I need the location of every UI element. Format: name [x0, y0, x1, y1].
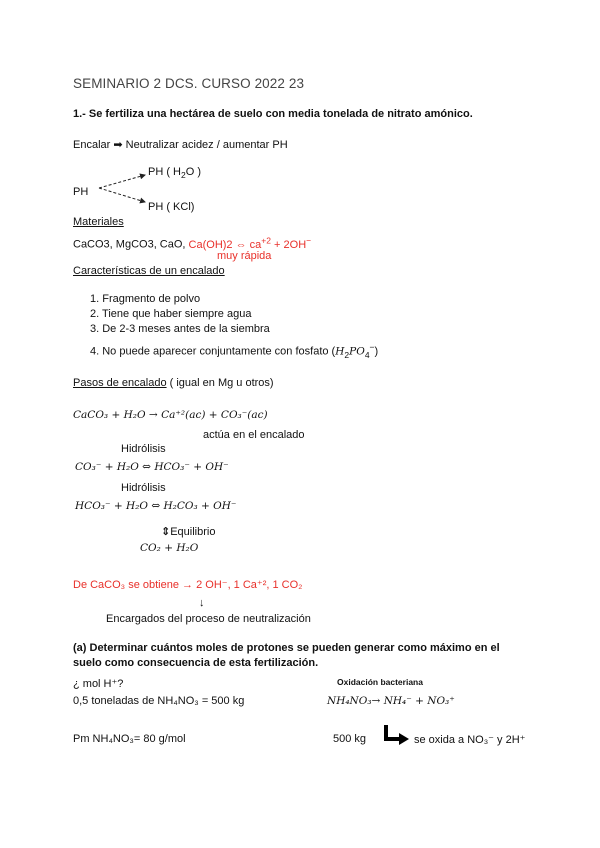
list-item: 4. No puede aparecer conjuntamente con fosfato $(H_2PO_4^-)$ — [90, 342, 379, 360]
materiales-heading: Materiales — [73, 216, 124, 228]
materiales-list: CaCO3, MgCO3, CaO, Ca(OH)2 ⇔ $ca^{+2} + 2OH^-$ — [73, 235, 312, 251]
oxidation-reaction: NH₄NO₃→ NH₄⁻ + NO₃⁺ — [327, 695, 455, 707]
ph-root: PH — [73, 186, 89, 198]
page-title: SEMINARIO 2 DCS. CURSO 2022 23 — [73, 76, 305, 91]
encargados-text: Encargados del proceso de neutralización — [106, 613, 311, 625]
encalar-line — [73, 138, 288, 151]
question-1: 1.- Se fertiliza una hectárea de suelo con media tonelada de nitrato amónico. — [73, 108, 473, 120]
right-arrow-icon: ➡ — [113, 139, 123, 151]
equilibrio-line: ⇕Equilibrio — [161, 526, 216, 538]
up-down-arrow-icon: ⇕ — [161, 526, 171, 538]
caracteristicas-heading: Características de un encalado — [73, 265, 225, 277]
equation-2: CO₃⁻ + H₂O ⇔ HCO₃⁻ + OH⁻ — [75, 461, 229, 473]
encalar-label: Encalar — [73, 139, 111, 151]
down-arrow-icon: ↓ — [199, 597, 205, 609]
oxidacion-label: Oxidación bacteriana — [337, 677, 423, 687]
list-item: 1. Fragmento de polvo — [90, 293, 201, 305]
hidrolisis-label-2: Hidrólisis — [121, 482, 166, 494]
calcium-hydroxide-equation: Ca(OH)2 ⇔ $ca^{+2} + 2OH^-$ — [188, 235, 312, 251]
equation-1-note: actúa en el encalado — [203, 429, 305, 441]
equation-4: CO₂ + H₂O — [140, 542, 199, 554]
question-a-line-1: (a) Determinar cuántos moles de protones se pueden generar como máximo en el — [73, 642, 500, 654]
ph-water: PH ( $H_2O$ ) — [148, 166, 202, 181]
hidrolisis-label-1: Hidrólisis — [121, 443, 166, 455]
encalar-text: Neutralizar acidez / aumentar PH — [125, 139, 288, 151]
muy-rapida-note: muy rápida — [217, 250, 272, 262]
ph-kcl: PH ( KCl) — [148, 201, 195, 213]
mol-h-question: ¿ mol H⁺? — [73, 678, 124, 690]
equation-3: HCO₃⁻ + H₂O ⇔ H₂CO₃ + OH⁻ — [75, 500, 237, 512]
equation-1: CaCO₃ + H₂O → Ca⁺²(ac) + CO₃⁻(ac) — [73, 409, 268, 421]
conclusion-line: De CaCO₃ se obtiene → 2 OH⁻, 1 Ca⁺², 1 CO₂ — [73, 579, 303, 591]
toneladas-line: 0,5 toneladas de NH₄NO₃ = 500 kg — [73, 695, 245, 707]
bent-arrow-icon — [383, 724, 411, 746]
pm-line: Pm NH₄NO₃= 80 g/mol — [73, 733, 186, 745]
pasos-heading: Pasos de encalado ( igual en Mg u otros) — [73, 377, 274, 389]
list-item: 3. De 2-3 meses antes de la siembra — [90, 323, 270, 335]
list-item: 2. Tiene que haber siempre agua — [90, 308, 252, 320]
kg-value: 500 kg — [333, 733, 367, 745]
ph-branch-arrows-icon — [95, 170, 155, 210]
question-a-line-2: suelo como consecuencia de esta fertilización. — [73, 657, 319, 669]
oxida-line: se oxida a NO₃⁻ y 2H⁺ — [414, 734, 526, 746]
